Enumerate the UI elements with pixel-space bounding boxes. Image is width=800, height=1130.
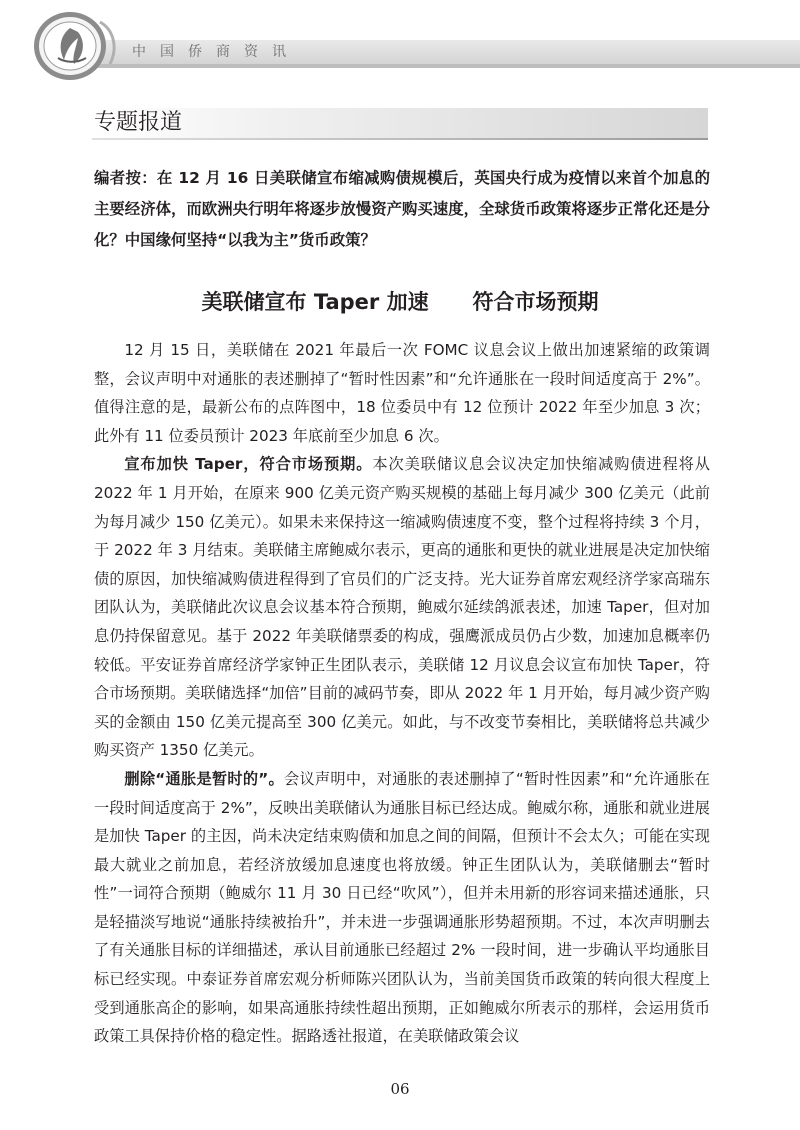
article-paragraph (94, 765, 710, 1051)
page-header (0, 0, 800, 88)
paragraph-lead: 删除“通胀是暂时的”。 (124, 769, 284, 788)
editor-note: 编者按：在 12 月 16 日美联储宣布缩减购债规模后，英国央行成为疫情以来首个加息的主要经济体，而欧洲央行明年将逐步放慢资产购买速度，全球货币政策将逐步正常化还是分化？中国缘何坚持“以我为主”货币政策？ (94, 169, 710, 249)
article-title: 美联储宣布 Taper 加速 符合市场预期 (201, 290, 599, 314)
page-number: 06 (390, 1080, 410, 1098)
header-bar-shadow (86, 64, 800, 68)
article-body (94, 336, 710, 1051)
paragraph-lead: 宣布加快 Taper，符合市场预期。 (124, 455, 373, 474)
section-title: 专题报道 (94, 110, 183, 135)
header-title: 中国侨商资讯 (132, 44, 300, 60)
article-paragraph (94, 450, 710, 765)
paragraph-text: 本次美联储议息会议决定加快缩减购债进程将从 2022 年 1 月开始，在原来 900 亿美元资产购买规模的基础上每月减少 300 亿美元（此前为每月减少 150 亿美元）。如果未来保持这一缩减购债速度不变，整个过程将持续 3 个月，于 2022 年 3 月结束。美联储主席鲍威尔表示，更高的通胀和更快的就业进展是决定加快缩债的原因，加快缩减购债进程得到了官员们的广泛支持。光大证券首席宏观经济学家高瑞东团队认为，美联储此次议息会议基本符合预期，鲍威尔延续鸽派表述，加速 Taper，但对加息仍持保留意见。基于 2022 年美联储票委的构成，强鹰派成员仍占少数，加速加息概率仍较低。平安证券首席经济学家钟正生团队表示，美联储 12 月议息会议宣布加快 Taper，符合市场预期。美联储选择“加倍”目前的减码节奏，即从 2022 年 1 月开始，每月减少资产购买的金额由 150 亿美元提高至 300 亿美元。如此，与不改变节奏相比，美联储将总共减少购买资产 1350 亿美元。 (94, 455, 710, 760)
paragraph-text: 会议声明中，对通胀的表述删掉了“暂时性因素”和“允许通胀在一段时间适度高于 2%”，反映出美联储认为通胀目标已经达成。鲍威尔称，通胀和就业进展是加快 Taper 的主因，尚未决定结束购债和加息之间的间隔，但预计不会太久；可能在实现最大就业之前加息，若经济放缓加息速度也将放缓。钟正生团队认为，美联储删去“暂时性”一词符合预期（鲍威尔 11 月 30 日已经“吹风”），但并未用新的形容词来描述通胀，只是轻描淡写地说“通胀持续被抬升”，并未进一步强调通胀形势超预期。不过，本次声明删去了有关通胀目标的详细描述，承认目前通胀已经超过 2% 一段时间，进一步确认平均通胀目标已经实现。中泰证券首席宏观分析师陈兴团队认为，当前美国货币政策的转向很大程度上受到通胀高企的影响，如果高通胀持续性超出预期，正如鲍威尔所表示的那样，会运用货币政策工具保持价格的稳定性。据路透社报道，在美联储政策会议 (94, 769, 710, 1046)
organization-logo (30, 8, 122, 84)
section-heading-underline (92, 138, 708, 140)
paragraph-text: 12 月 15 日，美联储在 2021 年最后一次 FOMC 议息会议上做出加速紧缩的政策调整，会议声明中对通胀的表述删掉了“暂时性因素”和“允许通胀在一段时间适度高于 2%”。值得注意的是，最新公布的点阵图中，18 位委员中有 12 位预计 2022 年至少加息 3 次；此外有 11 位委员预计 2023 年底前至少加息 6 次。 (94, 341, 710, 445)
section-heading-bar (92, 108, 708, 138)
article-paragraph (94, 336, 710, 450)
